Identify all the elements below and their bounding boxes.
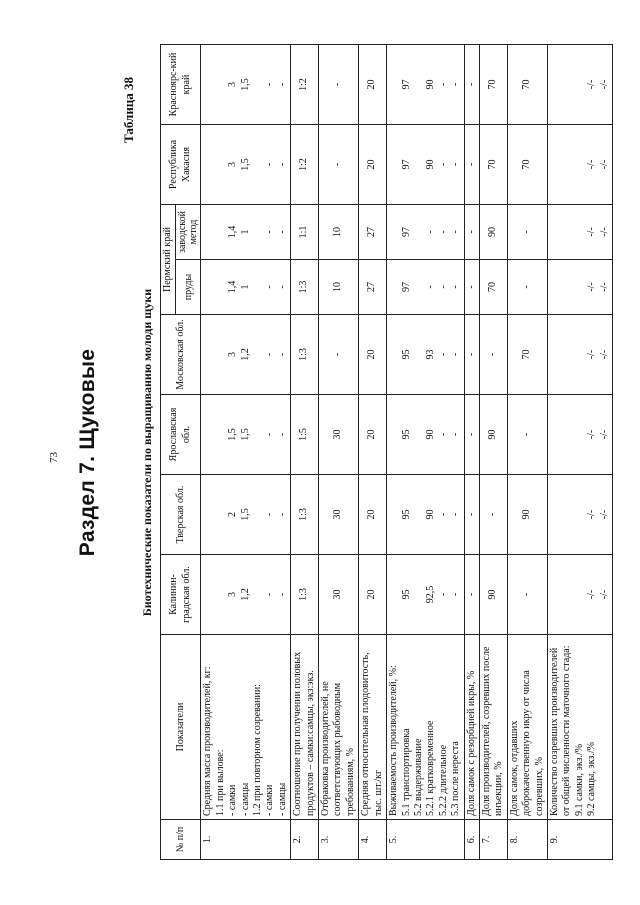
indicator-line: 9.2 самцы, экз./% [586, 742, 598, 816]
value-line [202, 208, 214, 256]
value-line: 95 [400, 509, 412, 520]
indicator-line: - самки [264, 784, 276, 816]
value-line [252, 398, 264, 471]
value-line: 2 [227, 512, 239, 517]
value-line: - [437, 512, 449, 517]
value-tver: - [464, 475, 479, 555]
indicator-line: 9.1 самки, экз./% [573, 743, 585, 816]
value-yaroslavl [387, 395, 464, 475]
table-caption: Биотехнические показатели по выращиванию молоди щуки [140, 288, 154, 617]
value-line: -/- [586, 349, 598, 360]
value-line: -/- [586, 227, 598, 237]
value-line: - [425, 285, 437, 289]
value-line [202, 318, 214, 391]
value-line [413, 263, 425, 311]
value-line [413, 208, 425, 256]
value-line [388, 263, 400, 311]
table-row [387, 45, 464, 860]
value-line [549, 318, 561, 391]
value-perm-factory: 10 [319, 205, 359, 260]
value-line [561, 558, 573, 631]
value-line: -/- [586, 589, 598, 600]
value-krasnoyarsk [201, 45, 291, 125]
value-line: 90 [425, 159, 437, 170]
value-line: 1,5 [239, 78, 251, 91]
value-line: 1,5 [227, 428, 239, 441]
row-indicator [479, 635, 507, 820]
value-line [202, 398, 214, 471]
indicator-line: Отбраковка производителей, не соответствующих рыбоводным требованиям, % [320, 681, 356, 816]
value-line: - [450, 285, 462, 289]
value-line: - [437, 230, 449, 234]
value-perm-factory: 90 [479, 205, 507, 260]
row-number: 9. [547, 820, 612, 860]
value-kaliningrad: 90 [479, 555, 507, 635]
value-line: - [276, 82, 288, 87]
value-perm-ponds: - [507, 260, 547, 315]
value-line: - [437, 352, 449, 357]
value-line: -/- [586, 79, 598, 90]
value-kaliningrad: - [507, 555, 547, 635]
value-line: 3 [227, 162, 239, 167]
value-line [574, 478, 586, 551]
value-line: - [264, 592, 276, 597]
value-line [561, 478, 573, 551]
indicator-line: Количество созревших производителей от общей численности маточного стада: [548, 645, 573, 816]
value-line [574, 48, 586, 121]
value-khakassia: 70 [507, 125, 547, 205]
indicator-line: 5.1 транспортировка [400, 728, 412, 816]
value-line: 1,4 [227, 225, 239, 239]
value-krasnoyarsk [387, 45, 464, 125]
header-perm-group: Пермский край [161, 205, 176, 315]
value-krasnoyarsk: - [319, 45, 359, 125]
row-indicator [387, 635, 464, 820]
indicator-line: 5.3 после нереста [450, 741, 462, 816]
section-title: Раздел 7. Щуковые [76, 348, 99, 557]
indicator-line: - самцы [276, 782, 288, 816]
indicator-line: 5.2.1 кратковременное [425, 720, 437, 816]
value-line [252, 558, 264, 631]
value-line [561, 398, 573, 471]
value-line: - [264, 162, 276, 167]
value-moscow: 20 [359, 315, 387, 395]
value-line: 93 [425, 349, 437, 360]
indicator-line: Средняя масса производителей, кг: [202, 666, 214, 816]
indicator-line: Выживаемость производителей, %: [388, 665, 400, 816]
header-khakassia: Республика Хакасия [161, 125, 201, 205]
value-line [561, 208, 573, 256]
value-line [388, 318, 400, 391]
value-perm-factory [201, 205, 291, 260]
value-line [215, 263, 227, 311]
header-perm-factory: заводской метод [176, 205, 201, 260]
value-line: - [437, 82, 449, 87]
value-yaroslavl: - [507, 395, 547, 475]
value-line [574, 263, 586, 311]
value-line [388, 478, 400, 551]
indicator-line: 5.2 выдерживание [412, 738, 424, 816]
value-line: - [450, 512, 462, 517]
value-khakassia: 20 [359, 125, 387, 205]
indicator-line: Доля самок с резорбцией икры, % [465, 670, 477, 816]
header-moscow: Московская обл. [161, 315, 201, 395]
value-yaroslavl: 90 [479, 395, 507, 475]
value-krasnoyarsk [547, 45, 612, 125]
value-line [561, 48, 573, 121]
value-line: - [264, 82, 276, 87]
value-line: 1,2 [239, 348, 251, 361]
value-line: -/- [586, 429, 598, 440]
row-indicator [291, 635, 319, 820]
value-kaliningrad [201, 555, 291, 635]
value-line: - [264, 352, 276, 357]
value-line [215, 478, 227, 551]
value-tver [547, 475, 612, 555]
row-indicator [464, 635, 479, 820]
value-line [215, 208, 227, 256]
row-number: 3. [319, 820, 359, 860]
value-line: -/- [598, 282, 610, 292]
value-line [549, 263, 561, 311]
value-line [252, 208, 264, 256]
value-line: 3 [227, 592, 239, 597]
value-line: - [276, 162, 288, 167]
value-line: -/- [598, 159, 610, 170]
value-perm-ponds [547, 260, 612, 315]
value-perm-ponds [201, 260, 291, 315]
value-moscow: 1:3 [291, 315, 319, 395]
value-line: 90 [425, 79, 437, 90]
value-moscow [547, 315, 612, 395]
value-line [574, 558, 586, 631]
indicator-line: - самцы [239, 782, 251, 816]
value-kaliningrad: 20 [359, 555, 387, 635]
value-line: - [276, 592, 288, 597]
value-line: -/- [586, 282, 598, 292]
value-line: 97 [400, 227, 412, 237]
value-perm-ponds: 27 [359, 260, 387, 315]
value-khakassia: - [464, 125, 479, 205]
row-indicator [507, 635, 547, 820]
value-line [561, 263, 573, 311]
table-row [291, 45, 319, 860]
value-line [549, 558, 561, 631]
value-line: - [264, 432, 276, 437]
value-line [388, 128, 400, 201]
value-line: - [276, 352, 288, 357]
value-perm-ponds: 70 [479, 260, 507, 315]
value-moscow: - [319, 315, 359, 395]
value-moscow [201, 315, 291, 395]
value-line: -/- [586, 509, 598, 520]
value-yaroslavl: 1:5 [291, 395, 319, 475]
value-line [413, 478, 425, 551]
value-line: - [437, 432, 449, 437]
value-kaliningrad: - [464, 555, 479, 635]
value-line [252, 48, 264, 121]
value-line [252, 128, 264, 201]
value-krasnoyarsk: 20 [359, 45, 387, 125]
value-tver: - [479, 475, 507, 555]
row-number: 7. [479, 820, 507, 860]
value-line: - [276, 512, 288, 517]
value-line [388, 558, 400, 631]
table-row [507, 45, 547, 860]
value-line: 95 [400, 349, 412, 360]
value-line: 3 [227, 82, 239, 87]
value-line [549, 48, 561, 121]
value-line [388, 398, 400, 471]
value-moscow: 70 [507, 315, 547, 395]
header-no: № п/п [161, 820, 201, 860]
row-number: 4. [359, 820, 387, 860]
value-line [549, 398, 561, 471]
value-line: - [450, 352, 462, 357]
value-line [202, 263, 214, 311]
value-line [574, 318, 586, 391]
value-line: 97 [400, 282, 412, 292]
value-yaroslavl: 30 [319, 395, 359, 475]
table-body [201, 45, 613, 860]
value-line: -/- [586, 159, 598, 170]
value-line [202, 48, 214, 121]
indicator-line: Соотношение при получении половых продуктов – самки:самцы, экз:экз. [292, 651, 316, 816]
value-line [549, 128, 561, 201]
value-line [413, 48, 425, 121]
value-line [202, 478, 214, 551]
table-row [359, 45, 387, 860]
value-line [413, 318, 425, 391]
value-line [215, 48, 227, 121]
value-line: - [425, 230, 437, 234]
header-indicator: Показатели [161, 635, 201, 820]
indicator-line: Доля самок, отдавших доброкачественную икру от числа созревших, % [508, 670, 545, 816]
value-krasnoyarsk: 70 [479, 45, 507, 125]
value-line: 97 [400, 79, 412, 90]
indicator-line: 1.1 при вылове: [214, 749, 226, 816]
row-number: 2. [291, 820, 319, 860]
value-line [413, 398, 425, 471]
table-row [319, 45, 359, 860]
value-line [215, 558, 227, 631]
value-line [252, 318, 264, 391]
value-line: -/- [598, 349, 610, 360]
value-line [215, 318, 227, 391]
table-row [464, 45, 479, 860]
value-line: -/- [598, 509, 610, 520]
value-line [413, 558, 425, 631]
value-tver: 30 [319, 475, 359, 555]
indicator-line: 5.2.2 длительное [437, 744, 449, 816]
value-tver: 20 [359, 475, 387, 555]
row-indicator [201, 635, 291, 820]
value-line: 3 [227, 352, 239, 357]
value-line: - [437, 162, 449, 167]
value-line: - [450, 82, 462, 87]
value-line: - [276, 432, 288, 437]
row-indicator [359, 635, 387, 820]
value-line: 1,4 [227, 280, 239, 294]
value-yaroslavl: 20 [359, 395, 387, 475]
value-line: -/- [598, 429, 610, 440]
value-line: -/- [598, 227, 610, 237]
value-line: - [450, 592, 462, 597]
value-line: - [437, 285, 449, 289]
value-kaliningrad: 30 [319, 555, 359, 635]
header-yaroslavl: Ярославская обл. [161, 395, 201, 475]
value-line [574, 398, 586, 471]
indicator-line: 1.2 при повторном созревании: [252, 684, 264, 816]
value-line: - [450, 432, 462, 437]
table-row [479, 45, 507, 860]
value-line [413, 128, 425, 201]
value-kaliningrad [387, 555, 464, 635]
value-kaliningrad: 1:3 [291, 555, 319, 635]
header-krasnoyarsk: Красноярс-кий край [161, 45, 201, 125]
value-line: - [437, 592, 449, 597]
value-line [574, 208, 586, 256]
value-perm-factory: - [507, 205, 547, 260]
value-line [561, 128, 573, 201]
table-row [547, 45, 612, 860]
value-line: - [450, 230, 462, 234]
value-line [388, 48, 400, 121]
value-line: 1 [239, 229, 251, 235]
value-line [215, 128, 227, 201]
row-indicator [319, 635, 359, 820]
value-line: - [264, 285, 276, 289]
value-tver: 1:3 [291, 475, 319, 555]
value-line [202, 128, 214, 201]
table-label: Таблица 38 [121, 76, 136, 143]
value-line [202, 558, 214, 631]
value-khakassia [387, 125, 464, 205]
value-line: -/- [598, 79, 610, 90]
value-line [252, 478, 264, 551]
row-number: 5. [387, 820, 464, 860]
indicator-line: - самки [227, 784, 239, 816]
value-kaliningrad [547, 555, 612, 635]
row-number: 8. [507, 820, 547, 860]
value-khakassia: 1:2 [291, 125, 319, 205]
value-yaroslavl: - [464, 395, 479, 475]
value-moscow: - [479, 315, 507, 395]
value-line: - [276, 230, 288, 234]
value-line [215, 398, 227, 471]
value-tver [201, 475, 291, 555]
header-tver: Тверская обл. [161, 475, 201, 555]
value-line: 1 [239, 284, 251, 290]
value-line: - [264, 230, 276, 234]
value-line: - [450, 162, 462, 167]
value-line: 1,2 [239, 588, 251, 601]
value-perm-ponds [387, 260, 464, 315]
value-yaroslavl [547, 395, 612, 475]
value-krasnoyarsk: 70 [507, 45, 547, 125]
value-line: 1,5 [239, 428, 251, 441]
value-perm-factory [387, 205, 464, 260]
value-perm-ponds: - [464, 260, 479, 315]
value-tver [387, 475, 464, 555]
row-number: 1. [201, 820, 291, 860]
value-yaroslavl [201, 395, 291, 475]
value-line [561, 318, 573, 391]
indicator-line: Средняя относительная плодовитость, тыс. шт./кг [360, 652, 384, 816]
value-line: 1,5 [239, 508, 251, 521]
value-perm-ponds: 10 [319, 260, 359, 315]
value-line [549, 478, 561, 551]
row-number: 6. [464, 820, 479, 860]
value-line: 97 [400, 159, 412, 170]
value-line: -/- [598, 589, 610, 600]
value-krasnoyarsk: - [464, 45, 479, 125]
value-khakassia [547, 125, 612, 205]
value-line: 95 [400, 589, 412, 600]
value-line: 95 [400, 429, 412, 440]
value-moscow [387, 315, 464, 395]
value-khakassia: - [319, 125, 359, 205]
value-line [388, 208, 400, 256]
value-khakassia: 70 [479, 125, 507, 205]
row-indicator [547, 635, 612, 820]
value-moscow: - [464, 315, 479, 395]
value-perm-factory [547, 205, 612, 260]
value-line [549, 208, 561, 256]
value-line: 92,5 [425, 585, 437, 604]
value-line: 90 [425, 509, 437, 520]
page-number: 73 [48, 452, 60, 463]
value-line: 90 [425, 429, 437, 440]
header-perm-ponds: пруды [176, 260, 201, 315]
value-perm-ponds: 1:3 [291, 260, 319, 315]
value-line: - [276, 285, 288, 289]
indicator-line: Доля производителей, созревших после инъекции, % [480, 646, 505, 816]
value-perm-factory: 1:1 [291, 205, 319, 260]
data-table [160, 44, 613, 860]
value-line [574, 128, 586, 201]
value-khakassia [201, 125, 291, 205]
header-kaliningrad: Калинин-градская обл. [161, 555, 201, 635]
value-line: - [264, 512, 276, 517]
value-perm-factory: - [464, 205, 479, 260]
value-line: 1,5 [239, 158, 251, 171]
value-perm-factory: 27 [359, 205, 387, 260]
table-row [201, 45, 291, 860]
value-line [252, 263, 264, 311]
value-tver: 90 [507, 475, 547, 555]
value-krasnoyarsk: 1:2 [291, 45, 319, 125]
